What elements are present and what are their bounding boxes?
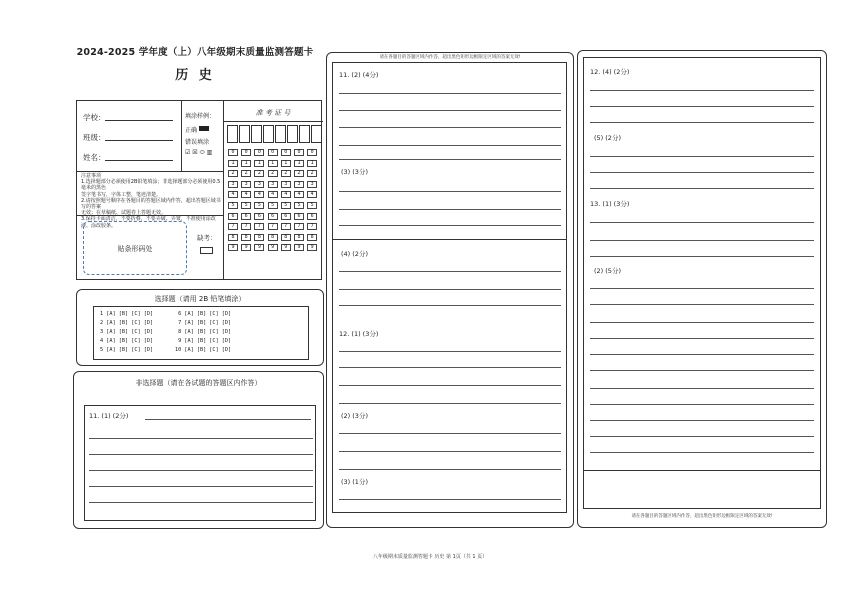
- question-label: (3) (3分): [341, 168, 368, 176]
- answer-line: [590, 322, 814, 323]
- answer-line: [590, 256, 814, 257]
- digit-bubble[interactable]: 9: [294, 244, 304, 251]
- digit-bubble[interactable]: 1: [294, 160, 304, 167]
- digit-bubble[interactable]: 5: [241, 202, 251, 209]
- digit-bubble[interactable]: 8: [281, 234, 291, 241]
- answer-line: [339, 499, 561, 500]
- non-mcq-title: 非选择题（请在各试题的答题区内作答）: [135, 379, 262, 387]
- digit-bubble[interactable]: 7: [241, 223, 251, 230]
- mcq-title: 选择题（请用 2B 铅笔填涂）: [154, 295, 246, 303]
- digit-bubble[interactable]: 0: [241, 149, 251, 156]
- digit-bubble[interactable]: 0: [228, 149, 238, 156]
- class-field[interactable]: [105, 140, 173, 141]
- mcq-answer-grid[interactable]: [93, 306, 309, 360]
- question-label: 11. (2) (4分): [339, 71, 379, 79]
- digit-bubble[interactable]: 3: [268, 181, 278, 188]
- boundary-notice: 请在各题目的答题区域内作答，超出黑色矩形边框限定区域的答案无效!: [631, 514, 773, 519]
- mcq-row[interactable]: 5 [A] [B] [C] [D] 10 [A] [B] [C] [D]: [100, 347, 232, 353]
- digit-bubble[interactable]: 5: [268, 202, 278, 209]
- answer-line: [339, 367, 561, 368]
- answer-line: [339, 469, 561, 470]
- digit-bubble[interactable]: 0: [268, 149, 278, 156]
- exam-number-cell[interactable]: [239, 125, 250, 143]
- divider: [181, 101, 182, 171]
- digit-bubble[interactable]: 5: [281, 202, 291, 209]
- notes-title: 注意事项: [81, 173, 102, 179]
- wrong-marks-icon: ☑ ☒ ⬭ ▥: [185, 149, 213, 156]
- page-footer: 八年级期末质量监测答题卡 历史 第 1页（共 1 页）: [372, 554, 488, 560]
- note-line: 签字笔书写，字体工整，笔迹清楚。: [81, 191, 162, 198]
- note-line: 无效；在草稿纸、试题卷上答题无效。: [81, 210, 167, 217]
- digit-bubble[interactable]: 6: [281, 213, 291, 220]
- digit-bubble[interactable]: 6: [294, 213, 304, 220]
- digit-bubble[interactable]: 6: [307, 213, 317, 220]
- digit-bubble[interactable]: 4: [268, 191, 278, 198]
- answer-line: [339, 385, 561, 386]
- answer-line: [339, 145, 561, 146]
- answer-line: [89, 502, 313, 503]
- answer-line: [590, 222, 814, 223]
- digit-bubble[interactable]: 9: [241, 244, 251, 251]
- digit-bubble[interactable]: 4: [281, 191, 291, 198]
- digit-bubble[interactable]: 1: [254, 160, 264, 167]
- answer-line: [339, 403, 561, 404]
- digit-bubble[interactable]: 9: [268, 244, 278, 251]
- answer-line: [590, 106, 814, 107]
- exam-number-cell[interactable]: [287, 125, 298, 143]
- divider: [77, 171, 223, 172]
- answer-line: [339, 305, 561, 306]
- absent-label: 缺考：: [197, 234, 217, 242]
- mcq-row[interactable]: 4 [A] [B] [C] [D] 9 [A] [B] [C] [D]: [100, 338, 232, 344]
- answer-line: [339, 451, 561, 452]
- subject-title: 历 史: [175, 68, 215, 83]
- digit-bubble[interactable]: 1: [307, 160, 317, 167]
- question-label: 12. (1) (3分): [339, 330, 379, 338]
- question-label: (5) (2分): [594, 134, 621, 142]
- digit-bubble[interactable]: 2: [268, 170, 278, 177]
- digit-bubble[interactable]: 2: [228, 170, 238, 177]
- fill-correct-label: 正确: [185, 127, 198, 134]
- digit-bubble[interactable]: 3: [241, 181, 251, 188]
- exam-number-cell[interactable]: [311, 125, 322, 143]
- answer-line: [590, 452, 814, 453]
- digit-bubble[interactable]: 3: [307, 181, 317, 188]
- name-field[interactable]: [105, 160, 173, 161]
- digit-bubble[interactable]: 2: [254, 170, 264, 177]
- answer-line: [89, 486, 313, 487]
- digit-bubble[interactable]: 3: [254, 181, 264, 188]
- absent-checkbox[interactable]: [200, 247, 213, 254]
- mcq-section: [76, 289, 324, 366]
- non-mcq-section: [73, 371, 324, 529]
- question-label: (3) (1分): [341, 478, 368, 486]
- digit-bubble[interactable]: 6: [268, 213, 278, 220]
- digit-bubble[interactable]: 7: [307, 223, 317, 230]
- answer-line: [590, 172, 814, 173]
- answer-line: [339, 271, 561, 272]
- answer-line: [339, 289, 561, 290]
- school-field[interactable]: [105, 120, 173, 121]
- answer-line: [339, 433, 561, 434]
- digit-bubble[interactable]: 6: [241, 213, 251, 220]
- digit-bubble[interactable]: 4: [241, 191, 251, 198]
- question-label: 12. (4) (2分): [590, 68, 630, 76]
- digit-bubble[interactable]: 3: [294, 181, 304, 188]
- mcq-row[interactable]: 1 [A] [B] [C] [D] 6 [A] [B] [C] [D]: [100, 311, 232, 317]
- answer-line: [339, 191, 561, 192]
- answer-line: [590, 156, 814, 157]
- fill-wrong-label: 错误填涂: [185, 139, 210, 146]
- exam-number-title: 准 考 证 号: [255, 109, 291, 117]
- filled-mark-icon: [199, 126, 209, 131]
- digit-bubble[interactable]: 3: [228, 181, 238, 188]
- digit-bubble[interactable]: 0: [254, 149, 264, 156]
- answer-line: [339, 110, 561, 111]
- note-line: 1.选择题部分必须使用2B铅笔填涂；非选择题部分必须使用0.5毫米的黑色: [81, 179, 221, 192]
- answer-line: [590, 288, 814, 289]
- digit-bubble[interactable]: 5: [307, 202, 317, 209]
- answer-area-middle[interactable]: [332, 62, 567, 513]
- digit-bubble[interactable]: 2: [307, 170, 317, 177]
- exam-number-cell[interactable]: [263, 125, 274, 143]
- digit-bubble[interactable]: 7: [281, 223, 291, 230]
- digit-bubble[interactable]: 3: [281, 181, 291, 188]
- digit-bubble[interactable]: 8: [294, 234, 304, 241]
- digit-bubble[interactable]: 8: [228, 234, 238, 241]
- digit-bubble[interactable]: 8: [268, 234, 278, 241]
- digit-bubble[interactable]: 2: [294, 170, 304, 177]
- answer-line: [590, 370, 814, 371]
- digit-bubble[interactable]: 0: [281, 149, 291, 156]
- sheet-title: 2024-2025 学年度（上）八年级期末质量监测答题卡: [76, 47, 314, 58]
- answer-line: [590, 436, 814, 437]
- divider: [77, 215, 223, 216]
- answer-line: [89, 438, 313, 439]
- answer-line: [339, 351, 561, 352]
- question-label: 13. (1) (3分): [590, 200, 630, 208]
- digit-bubble[interactable]: 7: [228, 223, 238, 230]
- exam-number-cell[interactable]: [299, 125, 310, 143]
- digit-bubble[interactable]: 5: [254, 202, 264, 209]
- digit-bubble[interactable]: 7: [254, 223, 264, 230]
- note-line: 2.请按照题号顺序在各题目的答题区域内作答，超出答题区域书写的答案: [81, 197, 221, 211]
- answer-line: [339, 93, 561, 94]
- answer-line: [590, 122, 814, 123]
- boundary-notice: 请在各题目的答题区域内作答，超出黑色矩形边框限定区域的答案无效!: [379, 55, 521, 60]
- answer-line: [590, 338, 814, 339]
- digit-bubble[interactable]: 8: [254, 234, 264, 241]
- answer-line: [145, 419, 311, 420]
- digit-bubble[interactable]: 7: [294, 223, 304, 230]
- digit-bubble[interactable]: 8: [307, 234, 317, 241]
- answer-line: [590, 420, 814, 421]
- digit-bubble[interactable]: 5: [228, 202, 238, 209]
- answer-line: [339, 225, 561, 226]
- digit-bubble[interactable]: 4: [307, 191, 317, 198]
- answer-line: [590, 404, 814, 405]
- answer-line: [339, 159, 561, 160]
- answer-line: [590, 90, 814, 91]
- class-label: 班级：: [83, 133, 106, 142]
- answer-line: [590, 240, 814, 241]
- digit-bubble[interactable]: 2: [241, 170, 251, 177]
- digit-bubble[interactable]: 1: [281, 160, 291, 167]
- middle-answer-panel: [326, 52, 574, 528]
- divider: [223, 121, 323, 122]
- digit-bubble[interactable]: 1: [241, 160, 251, 167]
- answer-line: [590, 354, 814, 355]
- digit-bubble[interactable]: 9: [281, 244, 291, 251]
- exam-number-cell[interactable]: [275, 125, 286, 143]
- question-label: 11. (1) (2分): [89, 412, 129, 420]
- digit-bubble[interactable]: 0: [307, 149, 317, 156]
- digit-bubble[interactable]: 0: [294, 149, 304, 156]
- digit-bubble[interactable]: 6: [254, 213, 264, 220]
- answer-area-right[interactable]: [583, 57, 821, 509]
- digit-bubble[interactable]: 1: [228, 160, 238, 167]
- name-label: 姓名：: [83, 153, 106, 162]
- fill-example-title: 填涂样例：: [185, 113, 216, 120]
- question-label: (2) (3分): [341, 412, 368, 420]
- digit-bubble[interactable]: 1: [268, 160, 278, 167]
- digit-bubble[interactable]: 6: [228, 213, 238, 220]
- answer-line: [339, 127, 561, 128]
- answer-line: [590, 388, 814, 389]
- digit-bubble[interactable]: 4: [228, 191, 238, 198]
- mcq-row[interactable]: 2 [A] [B] [C] [D] 7 [A] [B] [C] [D]: [100, 320, 232, 326]
- question-label: (4) (2分): [341, 250, 368, 258]
- answer-line: [590, 304, 814, 305]
- student-info-panel: [76, 100, 322, 280]
- digit-bubble[interactable]: 9: [254, 244, 264, 251]
- question-label: (2) (5分): [594, 267, 621, 275]
- answer-line: [89, 470, 313, 471]
- digit-bubble[interactable]: 2: [281, 170, 291, 177]
- school-label: 学校：: [83, 113, 106, 122]
- right-answer-panel: [577, 50, 827, 528]
- answer-line: [339, 209, 561, 210]
- digit-bubble[interactable]: 5: [294, 202, 304, 209]
- digit-bubble[interactable]: 7: [268, 223, 278, 230]
- digit-bubble[interactable]: 8: [241, 234, 251, 241]
- divider: [223, 101, 224, 279]
- digit-bubble[interactable]: 4: [294, 191, 304, 198]
- section-divider: [333, 239, 566, 240]
- answer-line: [590, 188, 814, 189]
- exam-number-cell[interactable]: [227, 125, 238, 143]
- mcq-row[interactable]: 3 [A] [B] [C] [D] 8 [A] [B] [C] [D]: [100, 329, 232, 335]
- digit-bubble[interactable]: 9: [228, 244, 238, 251]
- barcode-sticker-area: 贴条形码处: [83, 221, 187, 275]
- digit-bubble[interactable]: 4: [254, 191, 264, 198]
- answer-area-q11-1[interactable]: [84, 405, 316, 521]
- note-line: 3.保持卡面清洁，不要折叠，不要弄破、弄皱，不准使用涂改液、涂改胶条。: [81, 216, 216, 229]
- section-divider: [584, 470, 820, 471]
- digit-bubble[interactable]: 9: [307, 244, 317, 251]
- answer-line: [89, 454, 313, 455]
- exam-number-cell[interactable]: [251, 125, 262, 143]
